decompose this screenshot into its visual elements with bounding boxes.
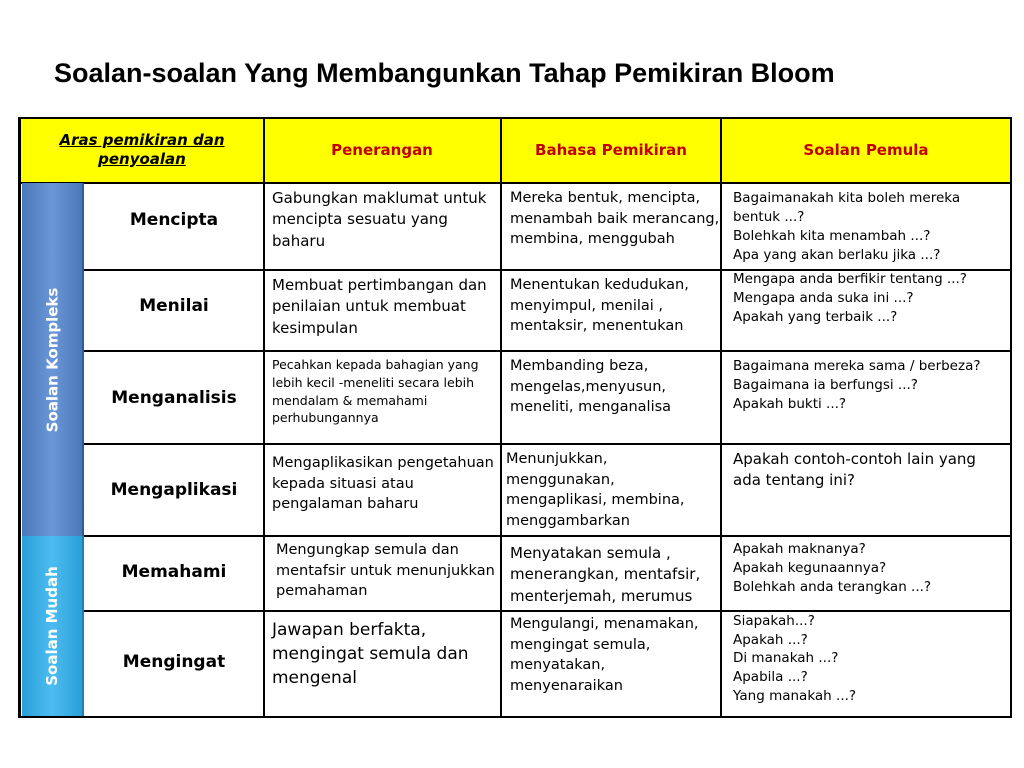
- soalan-item: Yang manakah ...?: [733, 687, 857, 704]
- soalan-mengaplikasi: [733, 449, 993, 492]
- soalan-item: Bagaimanakah kita boleh mereka bentuk ...?: [733, 190, 961, 226]
- soalan-menilai: [733, 270, 1003, 327]
- bahasa-mengaplikasi: Menunjukkan, menggunakan, mengaplikasi, membina, menggambarkan: [506, 451, 685, 529]
- soalan-item: Apakah bukti ...?: [733, 396, 847, 413]
- row-divider: [84, 443, 1012, 445]
- level-mencipta: Mencipta: [129, 210, 219, 230]
- soalan-item: Di manakah ...?: [733, 650, 839, 667]
- column-divider: [500, 117, 502, 717]
- soalan-item: Bagaimana mereka sama / berbeza?: [733, 358, 981, 374]
- level-mengaplikasi: Mengaplikasi: [110, 480, 238, 500]
- soalan-mencipta: [733, 189, 1003, 266]
- soalan-item: Siapakah...?: [733, 613, 815, 629]
- bahasa-menilai: Menentukan kedudukan, menyimpul, menilai , mentaksir, menentukan: [510, 277, 689, 335]
- penerangan-menganalisis: Pecahkan kepada bahagian yang lebih kecil -meneliti secara lebih mendalam & memahami perhubungannya: [272, 357, 479, 426]
- soalan-item: Apabila ...?: [733, 668, 808, 685]
- penerangan-mengaplikasi: Mengaplikasikan pengetahuan kepada situasi atau pengalaman baharu: [272, 455, 494, 513]
- header-penerangan: Penerangan: [331, 140, 433, 159]
- bahasa-mengingat: Mengulangi, menamakan, mengingat semula, menyatakan, menyenaraikan: [510, 616, 699, 694]
- level-menganalisis: Menganalisis: [111, 388, 237, 408]
- soalan-item: Bagaimana ia berfungsi ...?: [733, 377, 918, 394]
- soalan-item: Apa yang akan berlaku jika ...?: [733, 247, 941, 264]
- table-border-left: [18, 117, 21, 717]
- column-divider: [263, 117, 265, 717]
- bahasa-menganalisis: Membanding beza, mengelas,menyusun, meneliti, menganalisa: [510, 358, 672, 416]
- level-menilai: Menilai: [139, 296, 209, 316]
- soalan-memahami: [733, 540, 1003, 597]
- soalan-item: Apakah yang terbaik ...?: [733, 309, 898, 326]
- soalan-item: Mengapa anda berfikir tentang ...?: [733, 271, 967, 287]
- row-divider: [84, 535, 1012, 537]
- row-divider: [84, 350, 1012, 352]
- soalan-item: Apakah ...?: [733, 631, 808, 648]
- soalan-item: Apakah contoh-contoh lain yang ada tentang ini?: [733, 450, 976, 490]
- header-bahasa-pemikiran: Bahasa Pemikiran: [535, 140, 687, 159]
- table-border-bottom: [18, 716, 1012, 718]
- soalan-item: Bolehkah kita menambah ...?: [733, 228, 931, 245]
- bahasa-mencipta: Mereka bentuk, mencipta, menambah baik merancang, membina, menggubah: [510, 190, 720, 248]
- header-soalan-pemula: Soalan Pemula: [803, 140, 929, 159]
- group-soalan-mudah: [22, 536, 84, 716]
- penerangan-memahami: Mengungkap semula dan mentafsir untuk menunjukkan pemahaman: [276, 542, 495, 600]
- soalan-item: Apakah kegunaannya?: [733, 560, 887, 577]
- header-aras: Aras pemikiran dan penyoalan: [59, 131, 225, 168]
- bahasa-memahami: Menyatakan semula , menerangkan, mentafsir, menterjemah, merumus: [510, 544, 701, 605]
- penerangan-mengingat: Jawapan berfakta, mengingat semula dan mengenal: [272, 620, 469, 688]
- page-title: Soalan-soalan Yang Membangunkan Tahap Pemikiran Bloom: [54, 58, 835, 88]
- penerangan-mencipta: Gabungkan maklumat untuk mencipta sesuatu yang baharu: [272, 189, 487, 250]
- header-divider: [18, 182, 1012, 184]
- level-mengingat: Mengingat: [122, 652, 226, 672]
- group-mudah-label: Soalan Mudah: [43, 566, 62, 686]
- soalan-item: Apakah maknanya?: [733, 541, 866, 557]
- soalan-menganalisis: [733, 357, 1003, 414]
- soalan-mengingat: [733, 612, 1003, 705]
- table-border-right: [1010, 117, 1012, 717]
- soalan-item: Mengapa anda suka ini ...?: [733, 290, 914, 307]
- penerangan-menilai: Membuat pertimbangan dan penilaian untuk membuat kesimpulan: [272, 276, 487, 337]
- group-soalan-kompleks: [22, 183, 84, 536]
- soalan-item: Bolehkah anda terangkan ...?: [733, 579, 932, 596]
- group-kompleks-label: Soalan Kompleks: [43, 287, 61, 432]
- level-memahami: Memahami: [121, 562, 227, 582]
